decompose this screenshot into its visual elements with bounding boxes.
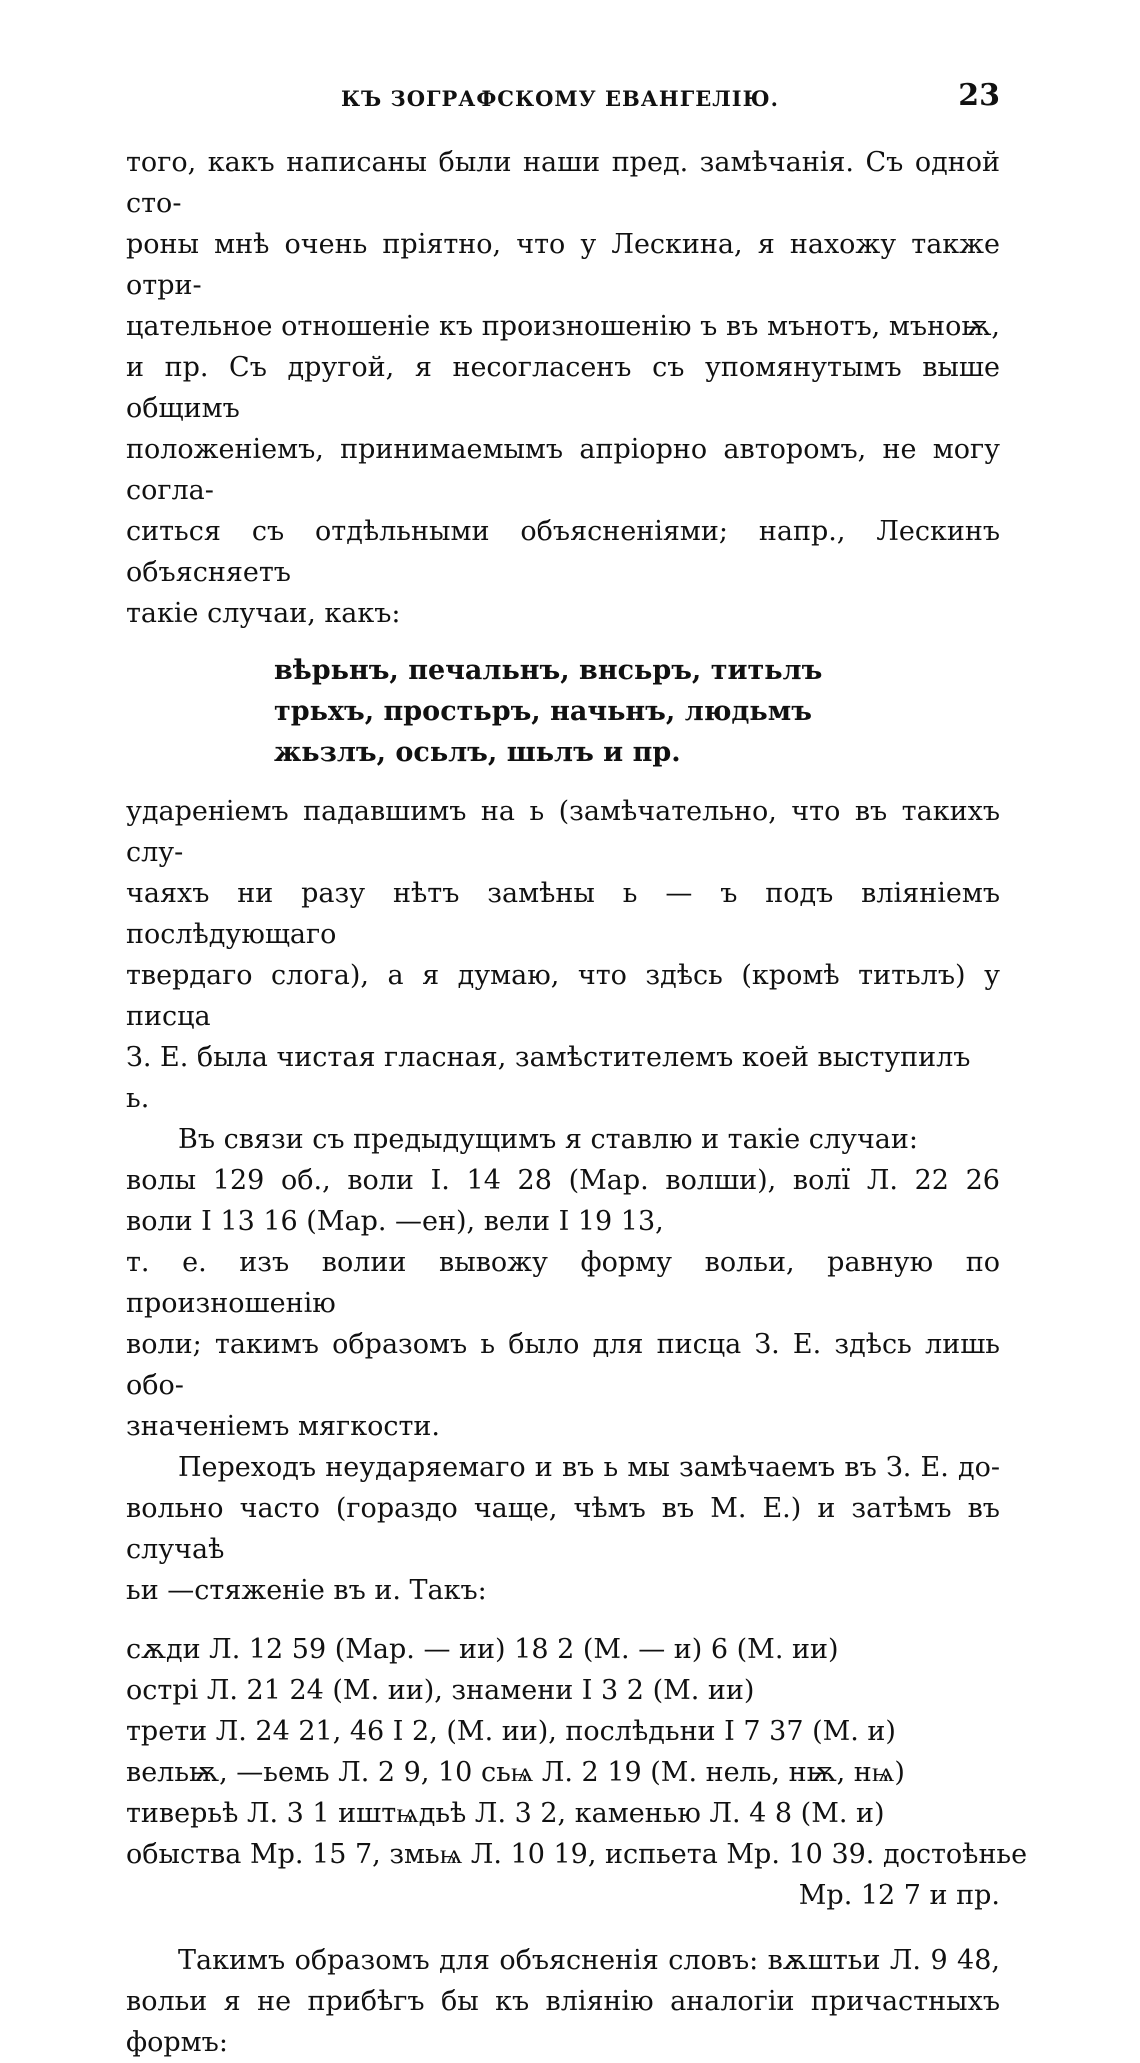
example-line: сѫди Л. 12 59 (Мар. — ии) 18 2 (М. — и) 6 (М. ии) — [126, 1634, 839, 1665]
example-list — [126, 1629, 1028, 1916]
example-line: жьзлъ, осьлъ, шьлъ и пр. — [274, 737, 681, 768]
text-line: Въ связи съ предыдущимъ я ставлю и такіе случаи: — [178, 1124, 918, 1155]
text-line: ситься съ отдѣльными объясненіями; напр., Лескинъ объясняетъ — [126, 516, 1000, 588]
spacer — [126, 1916, 1000, 1940]
example-line: тиверьѣ Л. 3 1 иштѩдьѣ Л. 3 2, каменью Л. 4 8 (М. и) — [126, 1798, 885, 1829]
text-line: воли І 13 16 (Мар. —ен), вели І 19 13, — [126, 1206, 664, 1237]
text-line: того, какъ написаны были наши пред. замѣчанія. Съ одной сто- — [126, 147, 1000, 219]
paragraph-3 — [126, 1119, 1000, 1447]
text-line: роны мнѣ очень пріятно, что у Лескина, я нахожу также отри- — [126, 229, 1000, 301]
text-line: удареніемъ падавшимъ на ь (замѣчательно, что въ такихъ слу- — [126, 796, 1000, 868]
paragraph-1 — [126, 142, 1000, 634]
example-line: Мр. 12 7 и пр. — [798, 1880, 1000, 1911]
example-block-1 — [126, 650, 1000, 773]
text-line: З. Е. была чистая гласная, замѣстителемъ коей выступилъ ь. — [126, 1042, 971, 1114]
text-line: значеніемъ мягкости. — [126, 1411, 440, 1442]
text-line: вольи я не прибѣгъ бы къ вліянію аналогіи причастныхъ формъ: — [126, 1986, 1000, 2058]
text-line: вольно часто (гораздо чаще, чѣмъ въ М. Е.) и затѣмъ въ случаѣ — [126, 1493, 1000, 1565]
example-line: трьхъ, простьръ, начьнъ, людьмъ — [274, 696, 812, 727]
paragraph-5 — [126, 1940, 1000, 2063]
running-head — [120, 74, 1000, 114]
text-line: Такимъ образомъ для объясненія словъ: вѫштьи Л. 9 48, — [178, 1945, 1000, 1976]
text-line: такіе случаи, какъ: — [126, 598, 401, 629]
example-line: вельѭ, —ьемь Л. 2 9, 10 сьѩ Л. 2 19 (М. нель, нѭ, нѩ) — [126, 1757, 905, 1788]
paragraph-4 — [126, 1447, 1000, 1611]
text-line: и пр. Съ другой, я несогласенъ съ упомянутымъ выше общимъ — [126, 352, 1000, 424]
example-line: трети Л. 24 21, 46 І 2, (М. ии), послѣдьни І 7 37 (М. и) — [126, 1716, 896, 1747]
text-line: положеніемъ, принимаемымъ апріорно авторомъ, не могу согла- — [126, 434, 1000, 506]
example-line: обыства Мр. 15 7, змьѩ Л. 10 19, испьета Мр. 10 39. достоѣнье — [126, 1839, 1028, 1870]
text-line: твердаго слога), а я думаю, что здѣсь (кромѣ титьлъ) у писца — [126, 960, 1000, 1032]
paragraph-2 — [126, 791, 1000, 1119]
text-line: Переходъ неударяемаго и въ ь мы замѣчаемъ въ З. Е. до- — [178, 1452, 1000, 1483]
page-body — [126, 142, 1028, 2063]
text-line: цательное отношеніе къ произношенію ъ въ мънотъ, мъноѭ, — [126, 311, 1000, 342]
example-line: острі Л. 21 24 (М. ии), знамени І 3 2 (М. ии) — [126, 1675, 755, 1706]
example-line: вѣрьнъ, печальнъ, внсьръ, титьлъ — [274, 655, 823, 686]
text-line: воли; такимъ образомъ ь было для писца З. Е. здѣсь лишь обо- — [126, 1329, 1000, 1401]
text-line: волы 129 об., воли І. 14 28 (Мар. волши), волї Л. 22 26 — [126, 1165, 1000, 1196]
text-line: ьи —стяженіе въ и. Такъ: — [126, 1575, 487, 1606]
running-title: КЪ ЗОГРАФСКОМУ ЕВАНГЕЛІЮ. — [341, 86, 779, 111]
page-number: 23 — [958, 78, 1000, 113]
text-line: чаяхъ ни разу нѣтъ замѣны ь — ъ подъ вліяніемъ послѣдующаго — [126, 878, 1000, 950]
text-line: т. е. изъ волии вывожу форму вольи, равную по произношенію — [126, 1247, 1000, 1319]
